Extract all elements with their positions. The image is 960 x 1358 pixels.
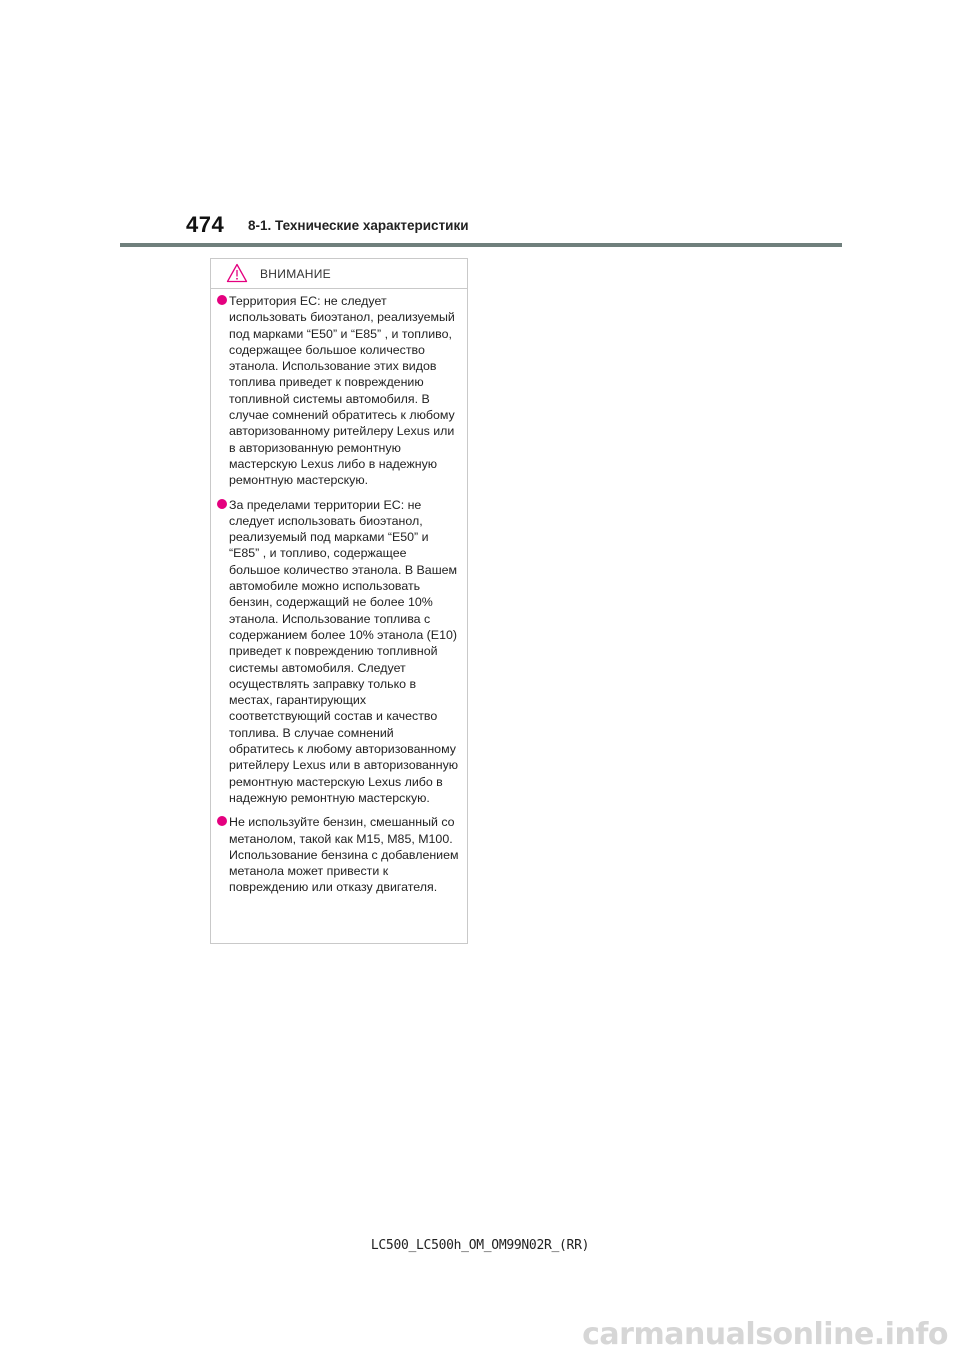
- bullet-text: Не используйте бензин, смешанный со метанолом, такой как M15, M85, M100. Использование бензина с добавлением метанола может привести к повреждению или отказу двигателя.: [229, 815, 459, 895]
- bullet-dot-icon: [217, 499, 227, 509]
- caution-title: ВНИМАНИЕ: [260, 267, 331, 281]
- caution-header: [211, 259, 467, 289]
- bullet-dot-icon: [217, 295, 227, 305]
- watermark: carmanualsonline.info: [582, 1317, 948, 1352]
- bullet-text: За пределами территории ЕС: не следует использовать биоэтанол, реализуемый под марками “E50” и “E85” , и топливо, содержащее большое количество этанола. В Вашем автомобиле можно использовать бензин, содержащий не более 10% этанола. Использование топлива с содержанием более 10% этанола (E10) приведет к повреждению топливной системы автомобиля. Следует осуществлять заправку только в местах, гарантирующих соответствующий состав и качество топлива. В случае сомнений обратитесь к любому авторизованному ритейлеру Lexus или в авторизованную ремонтную мастерскую Lexus либо в надежную ремонтную мастерскую.: [229, 497, 459, 805]
- bullet-item: [217, 497, 461, 807]
- bullet-dot-icon: [217, 816, 227, 826]
- header-rule: [120, 243, 842, 247]
- warning-triangle-icon: [226, 263, 248, 283]
- caution-box: [210, 258, 468, 944]
- caution-body: [211, 289, 467, 896]
- bullet-item: [217, 293, 461, 489]
- bullet-item: [217, 814, 461, 895]
- bullet-text: Территория ЕС: не следует использовать биоэтанол, реализуемый под марками “E50” и “E85” , и топливо, содержащее большое количество этанола. Использование этих видов топлива приведет к повреждению топливной системы автомобиля. В случае сомнений обратитесь к любому авторизованному ритейлеру Lexus или в авторизованную ремонтную мастерскую Lexus либо в надежную ремонтную мастерскую.: [229, 294, 455, 488]
- section-title: 8-1. Технические характеристики: [248, 218, 469, 233]
- footer-code: LC500_LC500h_OM_OM99N02R_(RR): [370, 1238, 590, 1253]
- page-number: 474: [186, 212, 225, 237]
